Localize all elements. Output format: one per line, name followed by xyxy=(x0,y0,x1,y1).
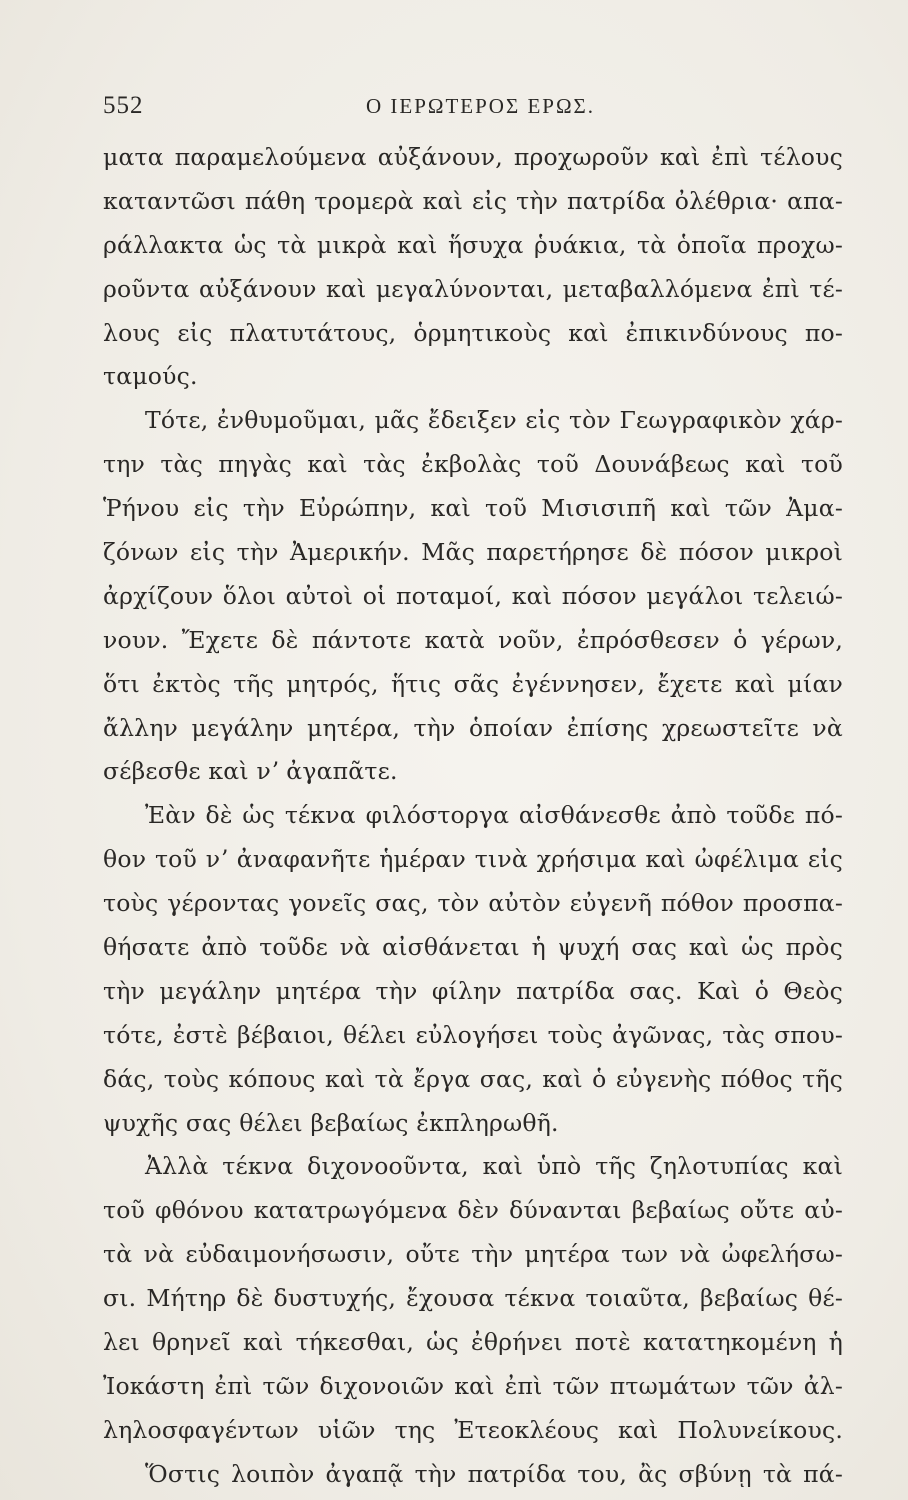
text-line: τοῦ φθόνου κατατρωγόμενα δὲν δύνανται βεβαίως οὔτε αὐ- xyxy=(103,1196,843,1225)
text-line: θήσατε ἀπὸ τοῦδε νὰ αἰσθάνεται ἡ ψυχή σας καὶ ὡς πρὸς xyxy=(103,933,843,962)
text-line: ληλοσφαγέντων υἱῶν της Ἐτεοκλέους καὶ Πολυνείκους. xyxy=(103,1415,843,1444)
page-number: 552 xyxy=(103,92,144,119)
text-line: ὅτι ἐκτὸς τῆς μητρός, ἥτις σᾶς ἐγέννησεν, ἔχετε καὶ μίαν xyxy=(103,669,843,698)
text-line: ράλλακτα ὡς τὰ μικρὰ καὶ ἥσυχα ῥυάκια, τὰ ὁποῖα προχω- xyxy=(103,230,843,259)
text-line: ταμούς. xyxy=(103,362,198,391)
text-line: τοὺς γέροντας γονεῖς σας, τὸν αὐτὸν εὐγενῆ πόθον προσπα- xyxy=(103,889,843,918)
text-line: δάς, τοὺς κόπους καὶ τὰ ἔργα σας, καὶ ὁ εὐγενὴς πόθος τῆς xyxy=(103,1064,843,1093)
text-line: τὴν μεγάλην μητέρα τὴν φίλην πατρίδα σας. Καὶ ὁ Θεὸς xyxy=(103,976,843,1005)
text-line: Ἰοκάστη ἐπὶ τῶν διχονοιῶν καὶ ἐπὶ τῶν πτωμάτων τῶν ἀλ- xyxy=(103,1371,843,1400)
text-line: Τότε, ἐνθυμοῦμαι, μᾶς ἔδειξεν εἰς τὸν Γεωγραφικὸν χάρ- xyxy=(145,406,843,435)
text-line: καταντῶσι πάθη τρομερὰ καὶ εἰς τὴν πατρίδα ὀλέθρια· απα- xyxy=(103,186,843,215)
text-line: Ἀλλὰ τέκνα διχονοοῦντα, καὶ ὑπὸ τῆς ζηλοτυπίας καὶ xyxy=(145,1152,843,1181)
running-title: Ο ΙΕΡΩΤΕΡΟΣ ΕΡΩΣ. xyxy=(365,94,596,118)
text-line: Ὅστις λοιπὸν ἀγαπᾷ τὴν πατρίδα του, ἂς σβύνῃ τὰ πά- xyxy=(145,1459,843,1488)
text-line: τότε, ἐστὲ βέβαιοι, θέλει εὐλογήσει τοὺς ἀγῶνας, τὰς σπου- xyxy=(103,1020,843,1049)
text-line: σέβεσθε καὶ νʼ ἀγαπᾶτε. xyxy=(103,757,398,786)
text-line: νουν. Ἔχετε δὲ πάντοτε κατὰ νοῦν, ἐπρόσθεσεν ὁ γέρων, xyxy=(103,625,843,654)
text-line: ματα παραμελούμενα αὐξάνουν, προχωροῦν καὶ ἐπὶ τέλους xyxy=(103,143,843,171)
text-line: ἄλλην μεγάλην μητέρα, τὴν ὁποίαν ἐπίσης χρεωστεῖτε νὰ xyxy=(103,713,843,742)
text-line: την τὰς πηγὰς καὶ τὰς ἐκβολὰς τοῦ Δουνάβεως καὶ τοῦ xyxy=(103,450,843,479)
page-header xyxy=(103,88,838,124)
text-line: Ἐὰν δὲ ὡς τέκνα φιλόστοργα αἰσθάνεσθε ἀπὸ τοῦδε πό- xyxy=(145,801,843,830)
text-line: ἀρχίζουν ὅλοι αὐτοὶ οἱ ποταμοί, καὶ πόσον μεγάλοι τελειώ- xyxy=(103,581,843,610)
text-line: Ῥήνου εἰς τὴν Εὐρώπην, καὶ τοῦ Μισισιπῆ καὶ τῶν Ἀμα- xyxy=(103,494,843,523)
text-line: θον τοῦ νʼ ἀναφανῆτε ἡμέραν τινὰ χρήσιμα καὶ ὠφέλιμα εἰς xyxy=(103,845,843,874)
text-line: ροῦντα αὐξάνουν καὶ μεγαλύνονται, μεταβαλλόμενα ἐπὶ τέ- xyxy=(103,274,843,303)
text-line: τὰ νὰ εὐδαιμονήσωσιν, οὔτε τὴν μητέρα των νὰ ὠφελήσω- xyxy=(103,1240,843,1269)
text-line: σι. Μήτηρ δὲ δυστυχής, ἔχουσα τέκνα τοιαῦτα, βεβαίως θέ- xyxy=(103,1284,843,1313)
body-text xyxy=(103,136,843,1497)
text-line: λους εἰς πλατυτάτους, ὁρμητικοὺς καὶ ἐπικινδύνους πο- xyxy=(103,318,843,347)
text-line: ζόνων εἰς τὴν Ἀμερικήν. Μᾶς παρετήρησε δὲ πόσον μικροὶ xyxy=(103,538,843,567)
text-line: λει θρηνεῖ καὶ τήκεσθαι, ὡς ἐθρήνει ποτὲ κατατηκομένη ἡ xyxy=(103,1328,843,1357)
text-line: ψυχῆς σας θέλει βεβαίως ἐκπληρωθῆ. xyxy=(103,1108,559,1137)
